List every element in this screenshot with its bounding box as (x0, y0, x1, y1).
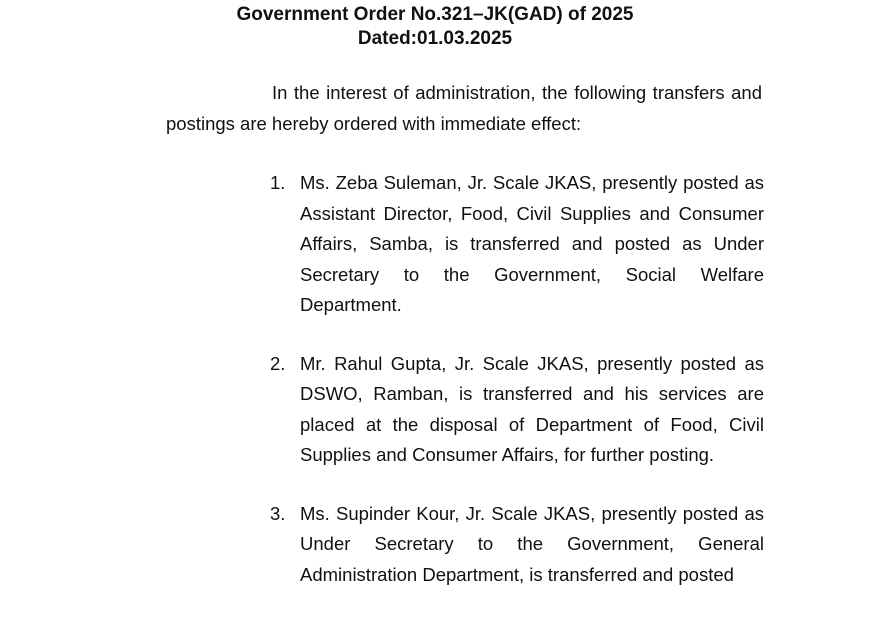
order-title: Government Order No.321–JK(GAD) of 2025 (236, 4, 634, 25)
order-item-3 (270, 499, 764, 591)
order-item-1 (270, 168, 764, 321)
order-item-2 (270, 349, 764, 471)
order-date: Dated:01.03.2025 (357, 28, 513, 49)
order-number: 1. (270, 172, 286, 193)
order-header (0, 3, 870, 51)
intro-paragraph: In the interest of administration, the following transfers and postings are hereby ordered with immediate effect: (166, 82, 762, 134)
order-list (270, 168, 764, 618)
order-text: Ms. Zeba Suleman, Jr. Scale JKAS, presently posted as Assistant Director, Food, Civil Supplies and Consumer Affairs, Samba, is transferred and posted as Under Secretary to the Government, Social Welfare Department. (300, 172, 764, 315)
order-text: Mr. Rahul Gupta, Jr. Scale JKAS, presently posted as DSWO, Ramban, is transferred and his services are placed at the disposal of Department of Food, Civil Supplies and Consumer Affairs, for further posting. (300, 352, 764, 465)
order-number: 3. (270, 502, 286, 524)
order-number: 2. (270, 352, 286, 374)
order-text: Ms. Supinder Kour, Jr. Scale JKAS, presently posted as Under Secretary to the Government, General Administration Department, is transferred and posted (300, 502, 764, 585)
